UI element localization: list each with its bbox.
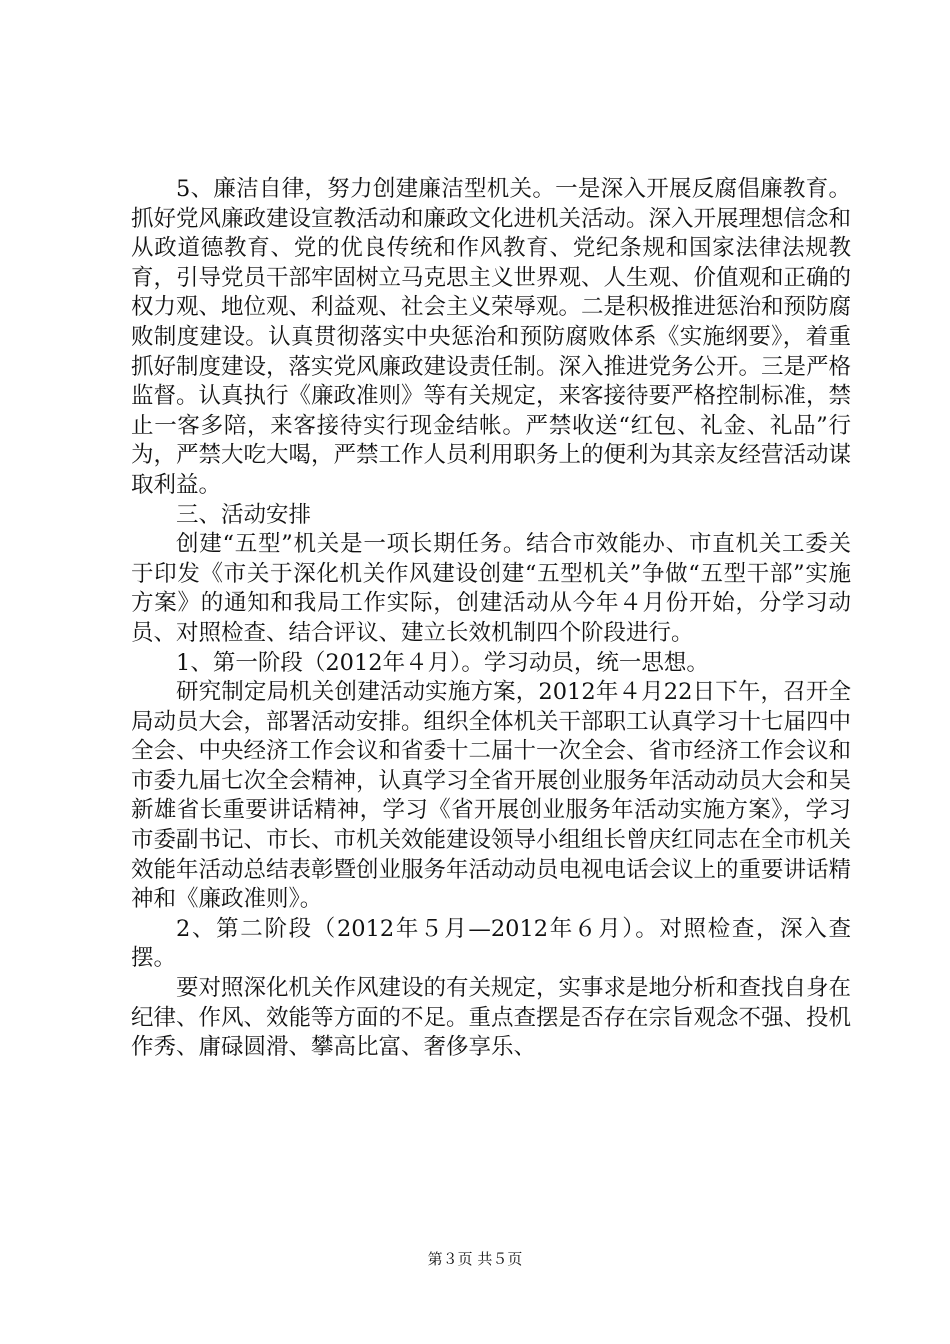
paragraph-stage-one-details: 研究制定局机关创建活动实施方案，2012年４月22日下午，召开全局动员大会，部署活动安排。组织全体机关干部职工认真学习十七届四中全会、中央经济工作会议和省委十二届十一次全会、省市经济工作会议和市委九届七次全会精神，认真学习全省开展创业服务年活动动员大会和吴新雄省长重要讲话精神，学习《省开展创业服务年活动实施方案》，学习市委副书记、市长、市机关效能建设领导小组组长曾庆红同志在全市机关效能年活动总结表彰暨创业服务年活动动员电视电话会议上的重要讲话精神和《廉政准则》。 <box>131 679 852 913</box>
subheading-stage-two: 2、第二阶段（2012年５月—2012年６月）。对照检查，深入查摆。 <box>131 915 851 972</box>
document-body <box>131 175 851 1063</box>
paragraph-stage-two-details: 要对照深化机关作风建设的有关规定，实事求是地分析和查找自身在纪律、作风、效能等方面的不足。重点查摆是否存在宗旨观念不强、投机作秀、庸碌圆滑、攀高比富、奢侈享乐、 <box>131 975 852 1061</box>
page-footer <box>0 1249 950 1269</box>
section-heading-activity-arrangement: 三、活动安排 <box>176 501 312 528</box>
paragraph-long-term-task: 创建“五型”机关是一项长期任务。结合市效能办、市直机关工委关于印发《市关于深化机关作风建设创建“五型机关”争做“五型干部”实施方案》的通知和我局工作实际，创建活动从今年４月份开始，分学习动员、对照检查、结合评议、建立长效机制四个阶段进行。 <box>131 531 851 646</box>
paragraph-integrity-self-discipline: 5、廉洁自律，努力创建廉洁型机关。一是深入开展反腐倡廉教育。抓好党风廉政建设宣教活动和廉政文化进机关活动。深入开展理想信念和从政道德教育、党的优良传统和作风教育、党纪条规和国家法律法规教育，引导党员干部牢固树立马克思主义世界观、人生观、价值观和正确的权力观、地位观、利益观、社会主义荣辱观。二是积极推进惩治和预防腐败制度建设。认真贯彻落实中央惩治和预防腐败体系《实施纲要》，着重抓好制度建设，落实党风廉政建设责任制。深入推进党务公开。三是严格监督。认真执行《廉政准则》等有关规定，来客接待要严格控制标准，禁止一客多陪，来客接待实行现金结帐。严禁收送“红包、礼金、礼品”行为，严禁大吃大喝，严禁工作人员利用职务上的便利为其亲友经营活动谋取利益。 <box>131 176 852 498</box>
subheading-stage-one: 1、第一阶段（2012年４月）。学习动员，统一思想。 <box>176 649 709 676</box>
page-number-label: 第３页 共５页 <box>427 1250 523 1268</box>
